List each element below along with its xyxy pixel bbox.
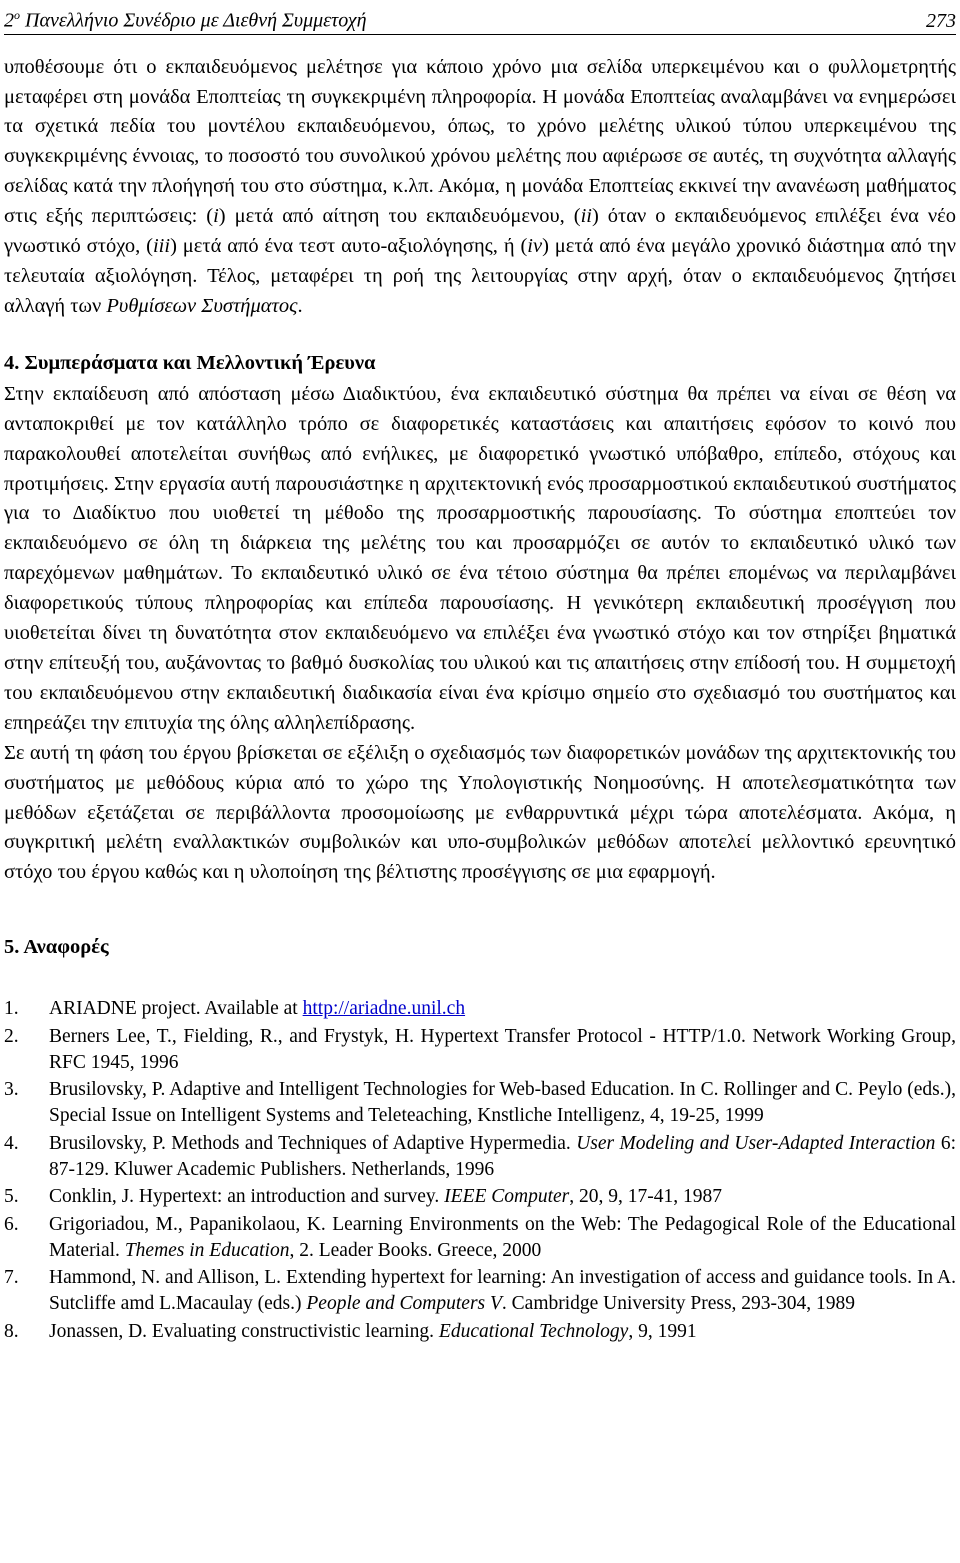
reference-item: 2. Berners Lee, T., Fielding, R., and Frystyk, H. Hypertext Transfer Protocol - HTTP/1.0. Network Working Group, RFC 1945, 1996 bbox=[4, 1025, 956, 1073]
reference-list bbox=[4, 996, 956, 1345]
section-4-paragraph-2: Σε αυτή τη φάση του έργου βρίσκεται σε εξέλιξη ο σχεδιασμός των διαφορετικών μονάδων της αρχιτεκτονικής του συστήματος με μεθόδους κύρια από το χώρο της Υπολογιστικής Νοημοσύνης. Η αποτελεσματικότητα των μεθόδων εξετάζεται σε περιβάλλοντα προσομοίωσης με ενθαρρυντικά μέχρι τώρα αποτελέσματα. Ακόμα, η συγκριτική μελέτη εναλλακτικών συμβολικών και υπο-συμβολικών μεθόδων αποτελεί μελλοντικό ερευνητικό στόχο του έργου καθώς και η υλοποίηση της βέλτιστης προσέγγισης σε μια εφαρμογή. bbox=[4, 741, 956, 884]
page-number: 273 bbox=[926, 9, 956, 32]
section-4-paragraph-1: Στην εκπαίδευση από απόσταση μέσω Διαδικτύου, ένα εκπαιδευτικό σύστημα θα πρέπει να είναι σε θέση να ανταποκριθεί με τον κατάλληλο τρόπο σε διαφορετικές καταστάσεις και απαιτήσεις εφόσον το κοινό που παρακολουθεί αποτελείται συνήθως από ενήλικες, με διαφορετικό γνωστικό υπόβαθρο, επίπεδο, στόχους και προτιμήσεις. Στην εργασία αυτή παρουσιάστηκε η αρχιτεκτονική ενός προσαρμοστικού εκπαιδευτικού συστήματος για το Διαδίκτυο που υιοθετεί τη μέθοδο της προσαρμοστικής παρουσίασης. Το σύστημα εποπτεύει τον εκπαιδευόμενο σε όλη τη διάρκεια της μελέτης του και προσαρμόζει σε αυτόν το εκπαιδευτικό υλικό των παρεχόμενων μαθημάτων. Το εκπαιδευτικό υλικό σε ένα τέτοιο σύστημα θα πρέπει επομένως να περιλαμβάνει διαφορετικούς τύπους πληροφορίας και επίπεδα παρουσίασης. Η γενικότερη εκπαιδευτική προσέγγιση που υιοθετείται δίνει τη δυνατότητα στον εκπαιδευόμενο να επιλέξει ένα γνωστικό στόχο και τον στηρίξει βηματικά στην επίτευξή του, αυξάνοντας το βαθμό δυσκολίας του υλικού και τις απαιτήσεις στην επίδοσή του. Η συμμετοχή του εκπαιδευόμενου στην εκπαιδευτική διαδικασία είναι ένα κρίσιμο σημείο στο σχεδιασμό του συστήματος και επηρεάζει την επιτυχία της όλης αλληλεπίδρασης. bbox=[4, 382, 956, 734]
reference-item: 7. Hammond, N. and Allison, L. Extending hypertext for learning: An investigation of access and guidance tools. In A. Sutcliffe amd L.Macaulay (eds.) People and Computers V. Cambridge University Press, 293-304, 1989 bbox=[4, 1267, 956, 1315]
reference-item: 6. Grigoriadou, M., Papanikolaou, K. Learning Environments on the Web: The Pedagogical Role of the Educational Material. Themes in Education, 2. Leader Books. Greece, 2000 bbox=[4, 1213, 956, 1261]
reference-item: 4. Brusilovsky, P. Methods and Techniques of Adaptive Hypermedia. User Modeling and User-Adapted Interaction 6: 87-129. Kluwer Academic Publishers. Netherlands, 1996 bbox=[4, 1132, 957, 1180]
ariadne-link[interactable]: http://ariadne.unil.ch bbox=[302, 998, 466, 1020]
running-header bbox=[4, 0, 956, 35]
reference-item: 3. Brusilovsky, P. Adaptive and Intelligent Technologies for Web-based Education. In C. Rollinger and C. Peylo (eds.), Special Issue on Intelligent Systems and Teleteaching, Knstliche Intelligenz, 4, 19-25, 1999 bbox=[4, 1079, 956, 1127]
body-paragraph-1: υποθέσουμε ότι ο εκπαιδευόμενος μελέτησε για κάποιο χρόνο μια σελίδα υπερκειμένου και ο φυλλομετρητής μεταφέρει στη μονάδα Εποπτείας τη συγκεκριμένη πληροφορία. Η μονάδα Εποπτείας αναλαμβάνει να ενημερώσει τα σχετικά πεδία του μοντέλου εκπαιδευόμενου, όπως, το χρόνο μελέτης υλικού τύπου υπερκειμένου της συγκεκριμένης έννοιας, το ποσοστό του συνολικού χρόνου μελέτης που αφιέρωσε σε αυτές, τη συχνότητα αλλαγής σελίδας κατά την πλοήγησή του στο σύστημα, κ.λπ. Ακόμα, η μονάδα Εποπτείας εκκινεί την ανανέωση μαθήματος στις εξής περιπτώσεις: (i) μετά από αίτηση του εκπαιδευόμενου, (ii) όταν ο εκπαιδευόμενος επιλέξει ένα νέο γνωστικό στόχο, (iii) μετά από ένα τεστ αυτο-αξιολόγησης, ή (iv) μετά από ένα μεγάλο χρονικό διάστημα από την τελευταία αξιολόγηση. Τέλος, μεταφέρει τη ροή της λειτουργίας στην αρχή, όταν ο εκπαιδευόμενος ζητήσει αλλαγή των Ρυθμίσεων Συστήματος. bbox=[4, 55, 956, 317]
reference-item: 8. Jonassen, D. Evaluating constructivistic learning. Educational Technology, 9, 1991 bbox=[4, 1320, 697, 1342]
reference-item: 5. Conklin, J. Hypertext: an introduction and survey. IEEE Computer, 20, 9, 17-41, 1987 bbox=[4, 1186, 723, 1208]
section-4-heading: 4. Συμπεράσματα και Μελλοντική Έρευνα bbox=[4, 351, 376, 374]
reference-item: 1. ARIADNE project. Available at http://ariadne.unil.ch bbox=[4, 998, 466, 1020]
conference-title: $2^o$ Πανελλήνιο Συνέδριο με Διεθνή Συμμετοχή bbox=[4, 8, 367, 32]
section-5-heading: 5. Αναφορές bbox=[4, 936, 109, 959]
